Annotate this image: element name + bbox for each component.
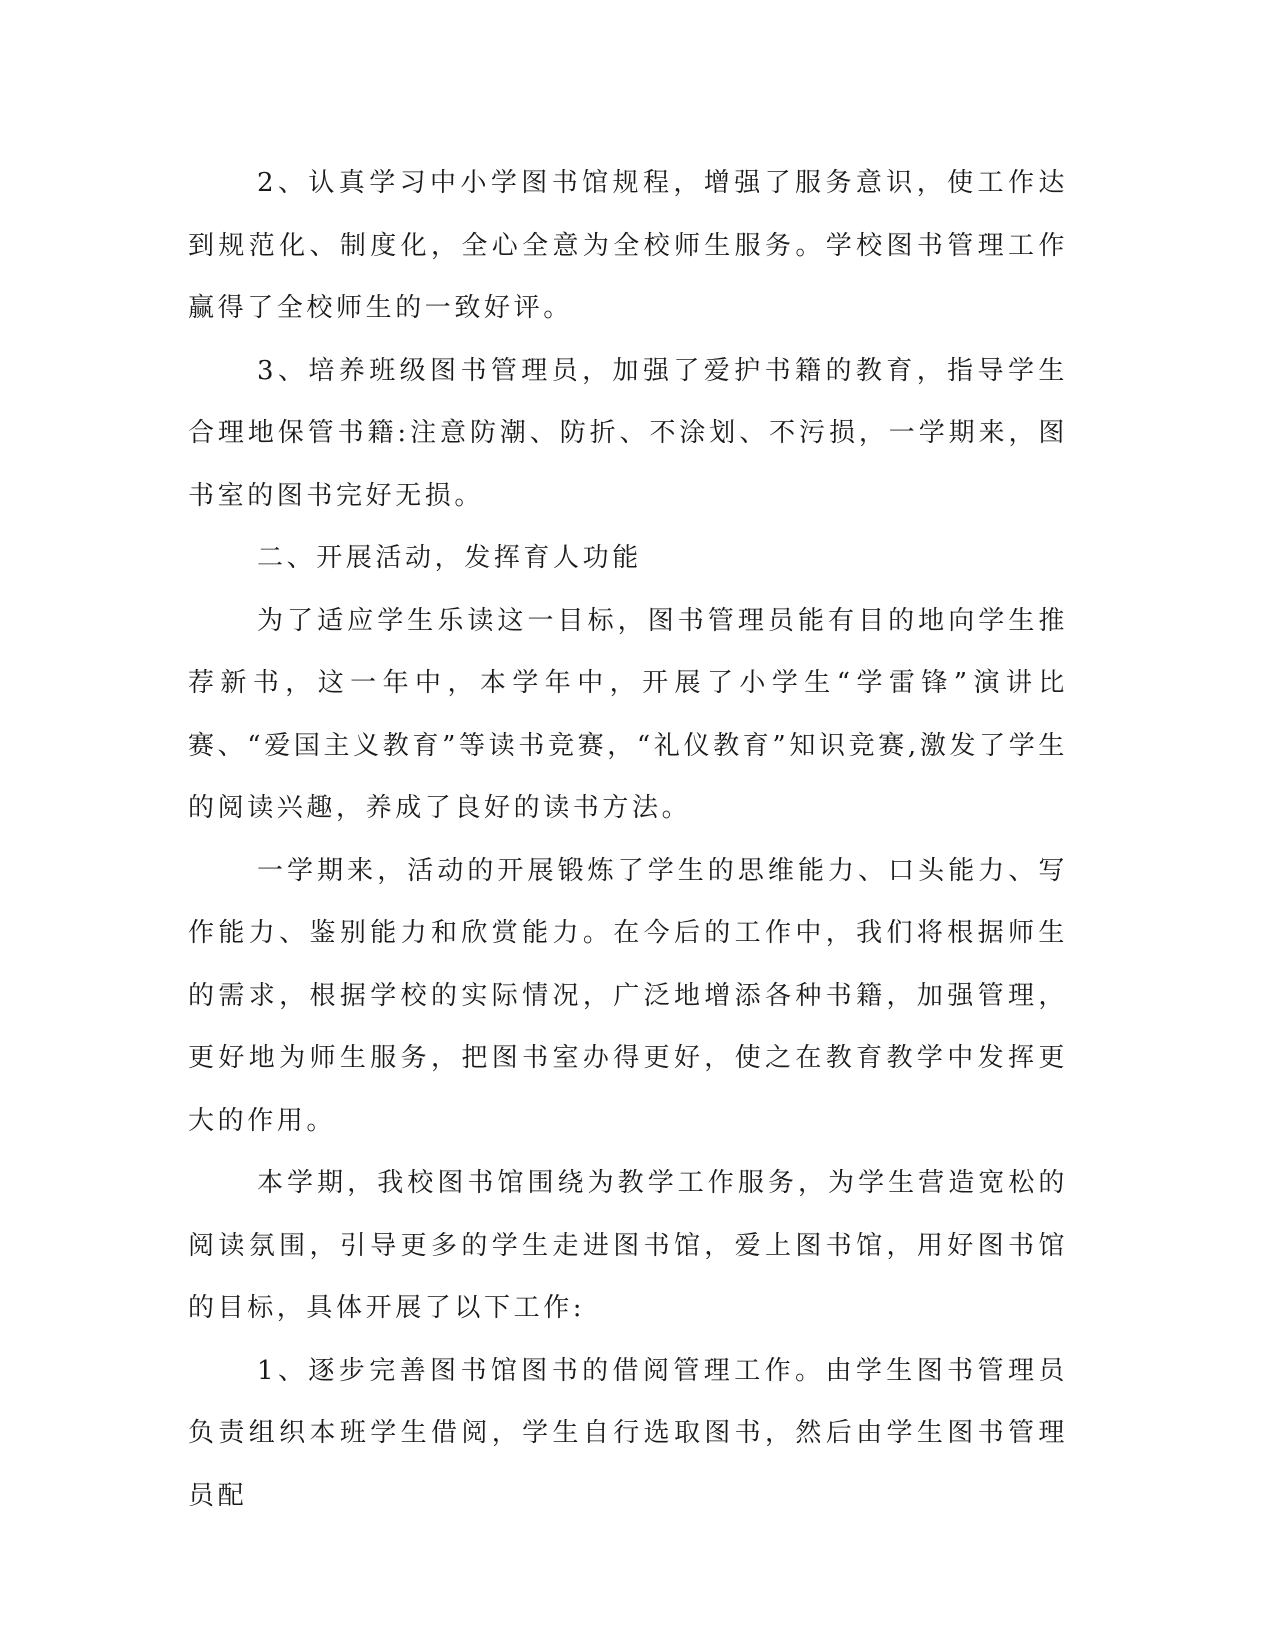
paragraph-class-librarians: 3、培养班级图书管理员，加强了爱护书籍的教育，指导学生合理地保管书籍:注意防潮、防折、不涂划、不污损，一学期来，图书室的图书完好无损。 bbox=[188, 355, 1068, 511]
body-text bbox=[188, 152, 1068, 1527]
section-heading-activities: 二、开展活动，发挥育人功能 bbox=[257, 543, 642, 573]
paragraph-semester-summary: 一学期来，活动的开展锻炼了学生的思维能力、口头能力、写作能力、鉴别能力和欣赏能力。在今后的工作中，我们将根据师生的需求，根据学校的实际情况，广泛地增添各种书籍，加强管理，更好地为师生服务，把图书室办得更好，使之在教育教学中发挥更大的作用。 bbox=[188, 855, 1068, 1136]
paragraph-semester-goals: 本学期，我校图书馆围绕为教学工作服务，为学生营造宽松的阅读氛围，引导更多的学生走进图书馆，爱上图书馆，用好图书馆的目标，具体开展了以下工作: bbox=[188, 1168, 1068, 1323]
paragraph-reading-competitions: 为了适应学生乐读这一目标，图书管理员能有目的地向学生推荐新书，这一年中，本学年中，开展了小学生“学雷锋”演讲比赛、“爱国主义教育”等读书竞赛，“礼仪教育”知识竞赛,激发了学生的阅读兴趣，养成了良好的读书方法。 bbox=[188, 605, 1068, 823]
paragraph-borrowing-management: 1、逐步完善图书馆图书的借阅管理工作。由学生图书管理员负责组织本班学生借阅，学生自行选取图书，然后由学生图书管理员配 bbox=[188, 1355, 1068, 1511]
paragraph-librarian-rules: 2、认真学习中小学图书馆规程，增强了服务意识，使工作达到规范化、制度化，全心全意为全校师生服务。学校图书管理工作赢得了全校师生的一致好评。 bbox=[188, 168, 1068, 323]
